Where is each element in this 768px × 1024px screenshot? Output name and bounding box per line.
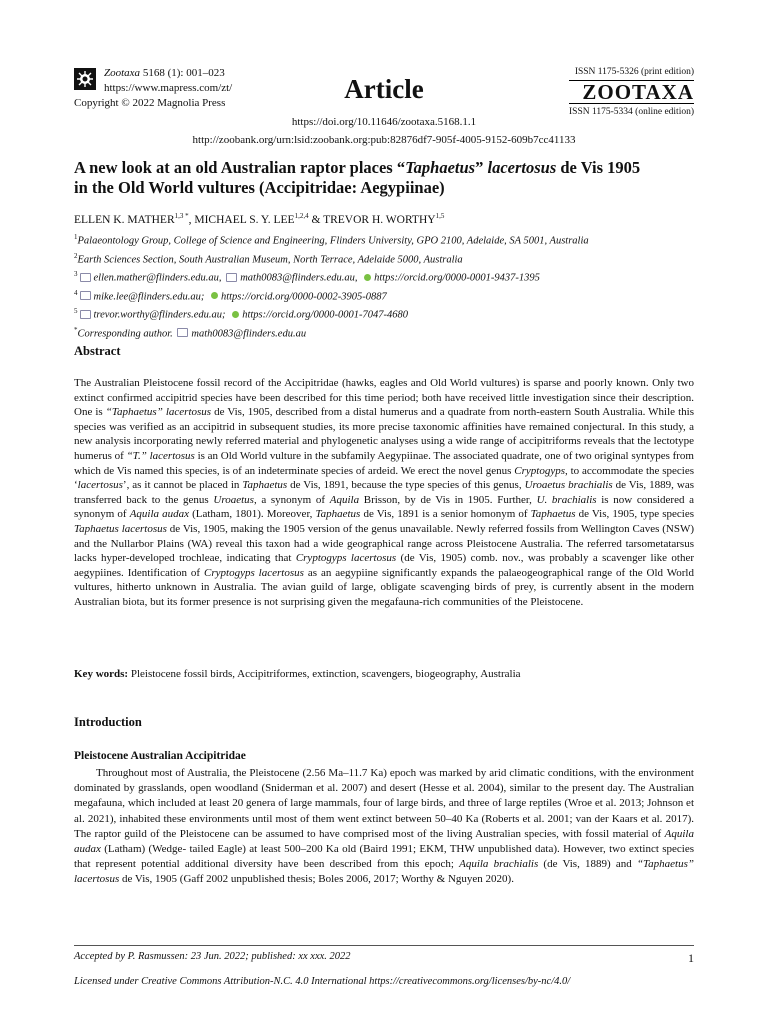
orcid-icon xyxy=(232,311,239,318)
introduction-heading: Introduction xyxy=(74,715,142,729)
email-link[interactable]: mike.lee@flinders.edu.au; xyxy=(93,291,205,302)
author-list: ELLEN K. $MATHER^{1,3 *}$, MICHAEL S. Y. LEE$^{1,2,4}$ & TREVOR H. WORTHY$^{1,5}$ xyxy=(74,212,445,226)
abstract-heading: Abstract xyxy=(74,344,121,358)
footer-divider xyxy=(74,945,694,946)
email-icon xyxy=(80,273,91,282)
orcid-link[interactable]: https://orcid.org/0000-0002-3905-0887 xyxy=(220,291,387,302)
acceptance-note: Accepted by P. Rasmussen: 23 Jun. 2022; published: xx xxx. 2022 xyxy=(74,951,351,962)
zootaxa-logo: ZOOTAXA xyxy=(569,80,694,104)
issn-print: ISSN 1175-5326 (print edition) xyxy=(574,67,694,77)
email-link[interactable]: trevor.worthy@flinders.edu.au; xyxy=(93,309,226,321)
orcid-link[interactable]: https://orcid.org/0000-0001-7047-4680 xyxy=(242,309,408,321)
email-icon xyxy=(177,328,188,337)
abstract-text: The Australian Pleistocene fossil record of the Accipitridae (hawks, eagles and Old World vultures) is sparse and poorly known. Only two extinct confirmed accipitrid species have been described for this time period; both have received little investigation since their description. One is “Taphaetus” lacertosus de Vis, 1905, described from a distal humerus and a quadrate from north-eastern South Australia. While this species was verified as an accipitrid in subsequent studies, its more precise taxonomic affinities have remained conjectural. In this study, a new analysis incorporating newly referred material and phylogenetic analyses using a wide range of accipitriforms reveals that the lectotype humerus of “T.” lacertosus is an Old World vulture in the subfamily Aegypiinae. The associated quadrate, one of two original syntypes from which de Vis named this species, is of an indeterminate species of ardeid. We erect the novel genus Cryptogyps, to accommodate the species ‘lacertosus’, as it cannot be placed in Taphaetus de Vis, 1891, because the type species of this genus, Uroaetus brachialis de Vis, 1889, was transferred back to the genus Uroaetus, a synonym of Aquila Brisson, by de Vis in 1905. Further, U. brachialis is now considered a synonym of Aquila audax (Latham, 1801). Moreover, Taphaetus de Vis, 1891 is a senior homonym of Taphaetus de Vis, 1905, type species Taphaetus lacertosus de Vis, 1905, making the 1905 version of the genus unavailable. Newly referred fossils from Wellington Caves (NSW) and the Nullarbor Plains (WA) reveal this taxon had a wide geographical range across Pleistocene Australia. The referred tarsometatarsus lacks hyper-developed trochleae, indicating that Cryptogyps lacertosus (de Vis, 1905) comb. nov., was probably a scavenger like other aegypiines. Identification of Cryptogyps lacertosus as an aegypiine significantly expands the palaeogeographical range of the Old World vultures, hitherto unknown in Australia. The avian guild of large, obligate scavenging birds of prey, is currently absent in the modern Australian biota, but its former presence is not surprising given the megafauna-rich communities of the Pleistocene. xyxy=(74,377,695,608)
section-subheading: Pleistocene Australian Accipitridae xyxy=(74,750,246,762)
email-icon xyxy=(226,273,237,282)
page-number: 1 xyxy=(688,951,694,965)
zootaxa-brand-block xyxy=(569,66,694,118)
orcid-icon xyxy=(211,292,218,299)
article-label: Article xyxy=(344,74,424,104)
zoobank-link[interactable]: http://zoobank.org/urn:lsid:zoobank.org:pub:82876df7-905f-4005-9152-609b7cc41133 xyxy=(192,134,576,146)
email-link[interactable]: math0083@flinders.edu.au, xyxy=(240,272,358,284)
email-icon xyxy=(80,310,91,319)
affiliations: $^1$Palaeontology Group, College of Science and Engineering, Flinders University, GPO 2100, Adelaide, SA 5001, Australia $^2$Earth Sciences Section, South Australian Museum, North Terrace, Adelaide 5000, Australia $^3$ ellen.mather@flinders.edu.au, math0083@flinders.edu.au, https://orcid.org/0000-0001-9437-1395 $^4$ mike.lee@flinders.edu.au; https://orcid.org/0000-0002-3905-0887 $^5$ trevor.worthy@flinders.edu.au; https://orcid.org/0000-0001-7047-4680 *Corresponding author. math0083@flinders.edu.au xyxy=(74,233,589,339)
orcid-link[interactable]: https://orcid.org/0000-0001-9437-1395 xyxy=(374,272,540,284)
keywords: Key words: Pleistocene fossil birds, Accipitriformes, extinction, scavengers, biogeography, Australia xyxy=(74,668,521,680)
journal-website-link[interactable]: https://www.mapress.com/zt/ xyxy=(104,82,233,94)
email-icon xyxy=(80,291,91,300)
doi-link[interactable]: https://doi.org/10.11646/zootaxa.5168.1.1 xyxy=(291,116,477,128)
orcid-icon xyxy=(364,274,371,281)
email-link[interactable]: ellen.mather@flinders.edu.au, xyxy=(93,272,222,284)
journal-issue: 5168 (1): 001–023 xyxy=(142,67,225,79)
issn-online: ISSN 1175-5334 (online edition) xyxy=(569,107,694,117)
email-link[interactable]: math0083@flinders.edu.au xyxy=(191,328,307,339)
copyright-text: Copyright © 2022 Magnolia Press xyxy=(74,97,226,109)
introduction-text: Throughout most of Australia, the Pleistocene (2.56 Ma–11.7 Ka) epoch was marked by arid climatic conditions, with the environment dominated by grasslands, open woodland (Sniderman et al. 2007) and desert (Hesse et al. 2004), similar to the present day. The Australian megafauna, which included at least 20 genera of large mammals, four of large birds, and three of large reptiles (Wroe et al. 2013; Johnson et al. 2021), inhabited these environments until most of them went extinct between 50–40 Ka (Roberts et al. 2001; van der Kaars et al. 2017). The raptor guild of the Pleistocene can be assumed to have comprised most of the living Australian species, with fossil material of Aquila audax (Latham) (Wedge- tailed Eagle) at least 500–200 Ka old (Baird 1991; EKM, THW unpublished data). However, two extinct species that represent potential additional diversity have been described from this epoch; Aquila brachialis (de Vis, 1889) and “Taphaetus” lacertosus de Vis, 1905 (Gaff 2002 unpublished thesis; Boles 2006, 2017; Worthy & Nguyen 2020). xyxy=(74,767,694,886)
journal-name: Zootaxa xyxy=(104,67,141,79)
paper-title: A new look at an old Australian raptor places “Taphaetus” lacertosus de Vis 1905 in the Old World vultures (Accipitridae: Aegypiinae) xyxy=(74,158,641,197)
license-note: Licensed under Creative Commons Attribution-N.C. 4.0 International https://creativecommons.org/licenses/by-nc/4.0/ xyxy=(74,976,571,987)
doi-block xyxy=(0,113,768,149)
